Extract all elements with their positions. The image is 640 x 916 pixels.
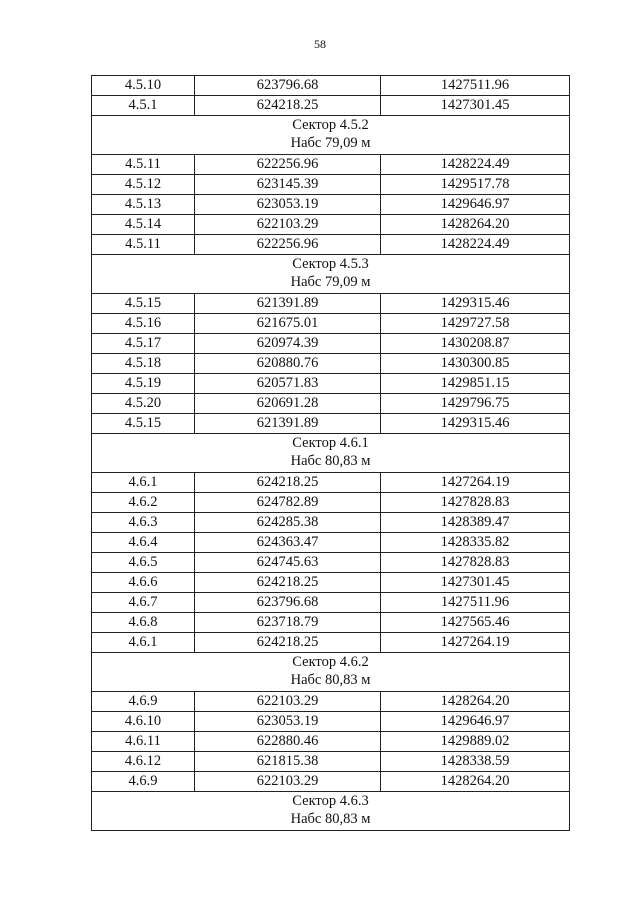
coordinates-table-body bbox=[92, 76, 570, 831]
y-coordinate-cell: 1427511.96 bbox=[381, 76, 570, 96]
x-coordinate-cell: 622103.29 bbox=[195, 692, 381, 712]
table-row bbox=[92, 613, 570, 633]
y-coordinate-cell: 1429796.75 bbox=[381, 394, 570, 414]
sector-header-row bbox=[92, 255, 570, 294]
point-id-cell: 4.5.1 bbox=[92, 96, 195, 116]
x-coordinate-cell: 622103.29 bbox=[195, 772, 381, 792]
table-row bbox=[92, 414, 570, 434]
point-id-cell: 4.5.18 bbox=[92, 354, 195, 374]
sector-header-row bbox=[92, 434, 570, 473]
y-coordinate-cell: 1427828.83 bbox=[381, 493, 570, 513]
coordinates-table bbox=[91, 75, 570, 831]
x-coordinate-cell: 621815.38 bbox=[195, 752, 381, 772]
x-coordinate-cell: 624218.25 bbox=[195, 96, 381, 116]
y-coordinate-cell: 1427828.83 bbox=[381, 553, 570, 573]
point-id-cell: 4.6.7 bbox=[92, 593, 195, 613]
y-coordinate-cell: 1427511.96 bbox=[381, 593, 570, 613]
y-coordinate-cell: 1427264.19 bbox=[381, 633, 570, 653]
x-coordinate-cell: 621675.01 bbox=[195, 314, 381, 334]
sector-title: Сектор 4.6.2 bbox=[292, 654, 369, 670]
x-coordinate-cell: 622880.46 bbox=[195, 732, 381, 752]
x-coordinate-cell: 622256.96 bbox=[195, 155, 381, 175]
x-coordinate-cell: 621391.89 bbox=[195, 414, 381, 434]
table-row bbox=[92, 215, 570, 235]
point-id-cell: 4.5.10 bbox=[92, 76, 195, 96]
sector-height: Набс 80,83 м bbox=[290, 452, 371, 469]
y-coordinate-cell: 1428264.20 bbox=[381, 692, 570, 712]
point-id-cell: 4.5.11 bbox=[92, 235, 195, 255]
y-coordinate-cell: 1430208.87 bbox=[381, 334, 570, 354]
point-id-cell: 4.5.16 bbox=[92, 314, 195, 334]
point-id-cell: 4.6.3 bbox=[92, 513, 195, 533]
x-coordinate-cell: 623053.19 bbox=[195, 712, 381, 732]
x-coordinate-cell: 624218.25 bbox=[195, 573, 381, 593]
table-row bbox=[92, 692, 570, 712]
table-row bbox=[92, 473, 570, 493]
y-coordinate-cell: 1429851.15 bbox=[381, 374, 570, 394]
table-row bbox=[92, 752, 570, 772]
x-coordinate-cell: 623145.39 bbox=[195, 175, 381, 195]
y-coordinate-cell: 1429889.02 bbox=[381, 732, 570, 752]
point-id-cell: 4.6.1 bbox=[92, 473, 195, 493]
x-coordinate-cell: 623718.79 bbox=[195, 613, 381, 633]
x-coordinate-cell: 624218.25 bbox=[195, 633, 381, 653]
sector-header bbox=[92, 434, 570, 473]
x-coordinate-cell: 623796.68 bbox=[195, 593, 381, 613]
table-row bbox=[92, 772, 570, 792]
table-row bbox=[92, 96, 570, 116]
y-coordinate-cell: 1429646.97 bbox=[381, 195, 570, 215]
point-id-cell: 4.6.10 bbox=[92, 712, 195, 732]
table-row bbox=[92, 195, 570, 215]
point-id-cell: 4.5.17 bbox=[92, 334, 195, 354]
x-coordinate-cell: 623053.19 bbox=[195, 195, 381, 215]
sector-height: Набс 79,09 м bbox=[290, 134, 371, 151]
table-row bbox=[92, 334, 570, 354]
sector-title: Сектор 4.6.1 bbox=[292, 435, 369, 451]
point-id-cell: 4.5.15 bbox=[92, 414, 195, 434]
table-row bbox=[92, 513, 570, 533]
point-id-cell: 4.6.11 bbox=[92, 732, 195, 752]
y-coordinate-cell: 1428264.20 bbox=[381, 215, 570, 235]
y-coordinate-cell: 1429727.58 bbox=[381, 314, 570, 334]
x-coordinate-cell: 620880.76 bbox=[195, 354, 381, 374]
table-row bbox=[92, 633, 570, 653]
sector-header bbox=[92, 255, 570, 294]
table-row bbox=[92, 553, 570, 573]
table-row bbox=[92, 573, 570, 593]
sector-header bbox=[92, 792, 570, 831]
sector-header bbox=[92, 116, 570, 155]
sector-header bbox=[92, 653, 570, 692]
x-coordinate-cell: 620691.28 bbox=[195, 394, 381, 414]
point-id-cell: 4.5.13 bbox=[92, 195, 195, 215]
table-row bbox=[92, 533, 570, 553]
x-coordinate-cell: 624363.47 bbox=[195, 533, 381, 553]
y-coordinate-cell: 1428224.49 bbox=[381, 235, 570, 255]
y-coordinate-cell: 1428389.47 bbox=[381, 513, 570, 533]
y-coordinate-cell: 1429517.78 bbox=[381, 175, 570, 195]
x-coordinate-cell: 624745.63 bbox=[195, 553, 381, 573]
table-row bbox=[92, 155, 570, 175]
table-row bbox=[92, 493, 570, 513]
x-coordinate-cell: 621391.89 bbox=[195, 294, 381, 314]
x-coordinate-cell: 622103.29 bbox=[195, 215, 381, 235]
x-coordinate-cell: 624782.89 bbox=[195, 493, 381, 513]
point-id-cell: 4.6.5 bbox=[92, 553, 195, 573]
y-coordinate-cell: 1427301.45 bbox=[381, 573, 570, 593]
point-id-cell: 4.6.6 bbox=[92, 573, 195, 593]
y-coordinate-cell: 1428338.59 bbox=[381, 752, 570, 772]
point-id-cell: 4.5.15 bbox=[92, 294, 195, 314]
x-coordinate-cell: 624285.38 bbox=[195, 513, 381, 533]
point-id-cell: 4.5.19 bbox=[92, 374, 195, 394]
point-id-cell: 4.6.8 bbox=[92, 613, 195, 633]
y-coordinate-cell: 1427301.45 bbox=[381, 96, 570, 116]
table-row bbox=[92, 712, 570, 732]
y-coordinate-cell: 1429315.46 bbox=[381, 414, 570, 434]
sector-height: Набс 80,83 м bbox=[290, 671, 371, 688]
sector-height: Набс 80,83 м bbox=[290, 810, 371, 827]
x-coordinate-cell: 622256.96 bbox=[195, 235, 381, 255]
y-coordinate-cell: 1429646.97 bbox=[381, 712, 570, 732]
point-id-cell: 4.6.12 bbox=[92, 752, 195, 772]
sector-header-row bbox=[92, 653, 570, 692]
point-id-cell: 4.6.1 bbox=[92, 633, 195, 653]
point-id-cell: 4.6.9 bbox=[92, 772, 195, 792]
x-coordinate-cell: 620571.83 bbox=[195, 374, 381, 394]
y-coordinate-cell: 1428264.20 bbox=[381, 772, 570, 792]
table-row bbox=[92, 732, 570, 752]
y-coordinate-cell: 1430300.85 bbox=[381, 354, 570, 374]
table-row bbox=[92, 354, 570, 374]
point-id-cell: 4.5.11 bbox=[92, 155, 195, 175]
x-coordinate-cell: 620974.39 bbox=[195, 334, 381, 354]
y-coordinate-cell: 1428335.82 bbox=[381, 533, 570, 553]
table-row bbox=[92, 294, 570, 314]
point-id-cell: 4.5.12 bbox=[92, 175, 195, 195]
point-id-cell: 4.6.2 bbox=[92, 493, 195, 513]
sector-title: Сектор 4.5.3 bbox=[292, 256, 369, 272]
sector-title: Сектор 4.5.2 bbox=[292, 117, 369, 133]
sector-header-row bbox=[92, 116, 570, 155]
table-row bbox=[92, 314, 570, 334]
table-row bbox=[92, 593, 570, 613]
point-id-cell: 4.5.14 bbox=[92, 215, 195, 235]
sector-title: Сектор 4.6.3 bbox=[292, 793, 369, 809]
y-coordinate-cell: 1427264.19 bbox=[381, 473, 570, 493]
y-coordinate-cell: 1427565.46 bbox=[381, 613, 570, 633]
x-coordinate-cell: 623796.68 bbox=[195, 76, 381, 96]
table-row bbox=[92, 175, 570, 195]
point-id-cell: 4.6.9 bbox=[92, 692, 195, 712]
x-coordinate-cell: 624218.25 bbox=[195, 473, 381, 493]
table-row bbox=[92, 374, 570, 394]
table-row bbox=[92, 235, 570, 255]
sector-height: Набс 79,09 м bbox=[290, 273, 371, 290]
point-id-cell: 4.5.20 bbox=[92, 394, 195, 414]
table-row bbox=[92, 394, 570, 414]
table-row bbox=[92, 76, 570, 96]
sector-header-row bbox=[92, 792, 570, 831]
y-coordinate-cell: 1429315.46 bbox=[381, 294, 570, 314]
page-number: 58 bbox=[314, 37, 326, 51]
y-coordinate-cell: 1428224.49 bbox=[381, 155, 570, 175]
point-id-cell: 4.6.4 bbox=[92, 533, 195, 553]
